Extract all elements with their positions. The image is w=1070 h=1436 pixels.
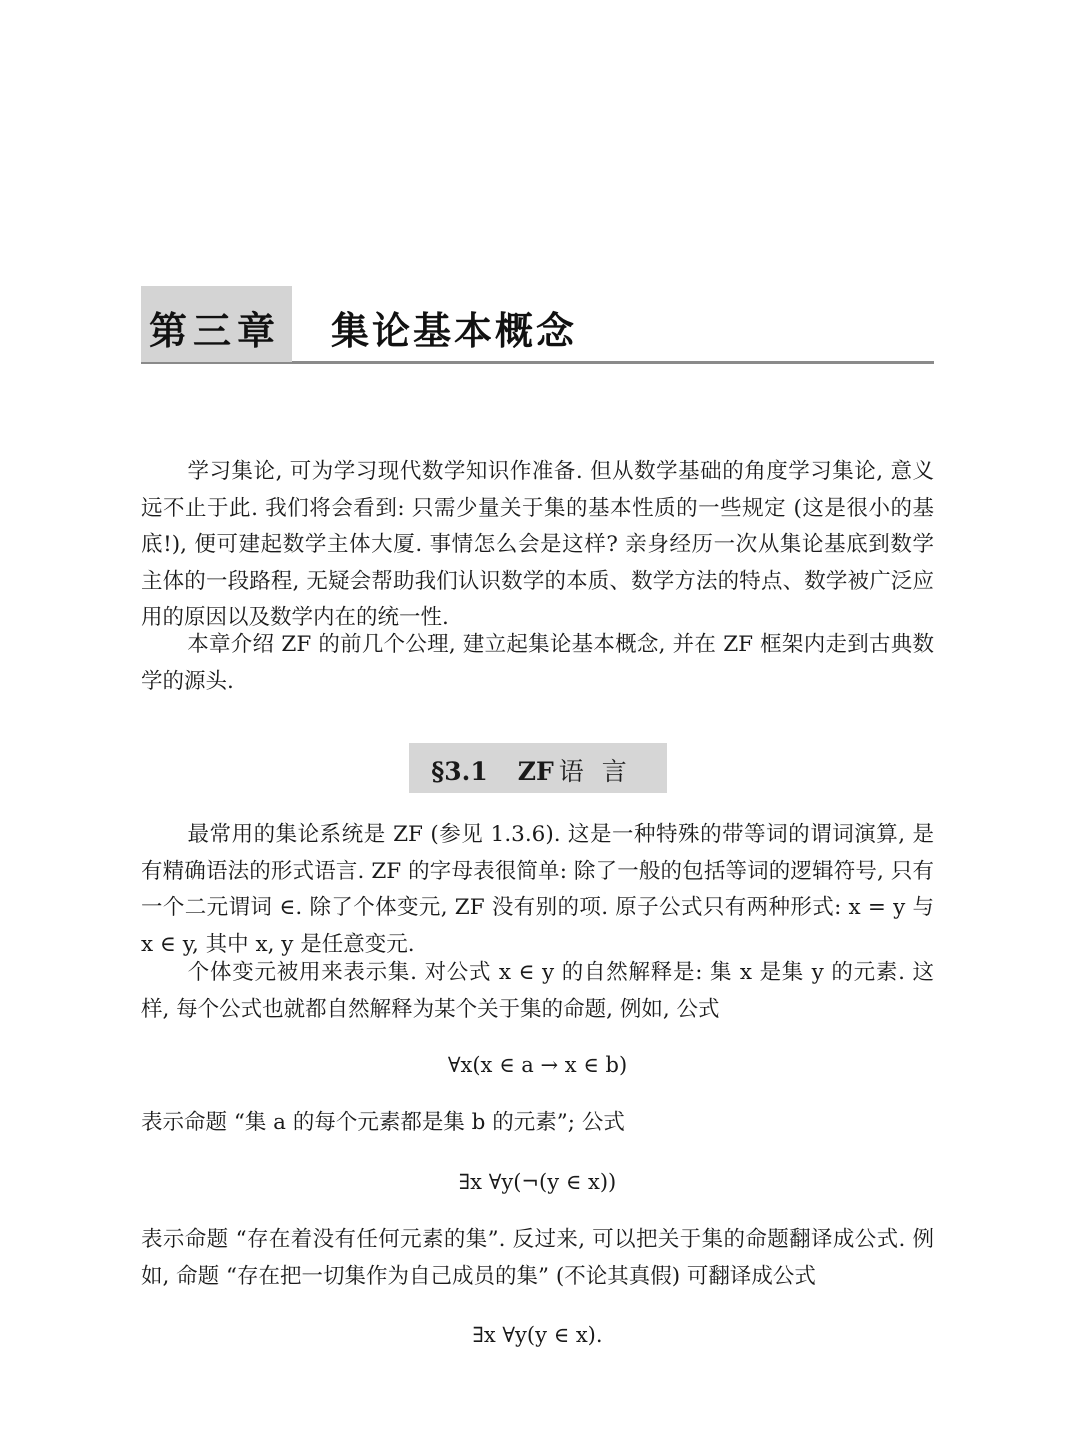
formula-1: ∀x(x ∈ a → x ∈ b) (447, 1053, 628, 1077)
body-paragraph-2 (141, 955, 934, 1028)
body-paragraph-4-text: 表示命题 “存在着没有任何元素的集”. 反过来, 可以把关于集的命题翻译成公式. 例如, 命题 “存在把一切集作为自己成员的集” (不论其真假) 可翻译成公式 (141, 1227, 934, 1289)
intro-paragraph-2-text: 本章介绍 ZF 的前几个公理, 建立起集论基本概念, 并在 ZF 框架内走到古典数学的源头. (141, 632, 934, 694)
section-number: §3.1 (431, 757, 488, 786)
section-title-latin: ZF (517, 757, 554, 786)
body-paragraph-2-text: 个体变元被用来表示集. 对公式 x ∈ y 的自然解释是: 集 x 是集 y 的元素. 这样, 每个公式也就都自然解释为某个关于集的命题, 例如, 公式 (141, 960, 934, 1022)
intro-paragraph-2 (141, 627, 934, 700)
section-heading (409, 743, 667, 793)
intro-paragraph-1-text: 学习集论, 可为学习现代数学知识作准备. 但从数学基础的角度学习集论, 意义远不止于此. 我们将会看到: 只需少量关于集的基本性质的一些规定 (这是很小的基底!), 便可建起数学主体大厦. 事情怎么会是这样? 亲身经历一次从集论基底到数学主体的一段路程, 无疑会帮助我们认识数学的本质、数学方法的特点、数学被广泛应用的原因以及数学内在的统一性. (141, 459, 934, 630)
chapter-label-box (141, 286, 292, 362)
chapter-title: 集论基本概念 (331, 308, 578, 353)
formula-2: ∃x ∀y(¬(y ∈ x)) (458, 1170, 617, 1194)
chapter-heading (141, 286, 934, 364)
body-paragraph-1-text: 最常用的集论系统是 ZF (参见 1.3.6). 这是一种特殊的带等词的谓词演算, 是有精确语法的形式语言. ZF 的字母表很简单: 除了一般的包括等词的逻辑符号, 只有一个二元谓词 ∈. 除了个体变元, ZF 没有别的项. 原子公式只有两种形式: x = y 与 x ∈ y, 其中 x, y 是任意变元. (141, 822, 934, 957)
body-line-3: 表示命题 “集 a 的每个元素都是集 b 的元素”; 公式 (141, 1110, 625, 1135)
body-paragraph-4 (141, 1222, 934, 1295)
chapter-label: 第三章 (149, 308, 282, 353)
section-title-zh: 语言 (558, 757, 645, 786)
body-paragraph-1 (141, 817, 934, 963)
intro-paragraph-1 (141, 454, 934, 637)
formula-3: ∃x ∀y(y ∈ x). (472, 1323, 603, 1347)
